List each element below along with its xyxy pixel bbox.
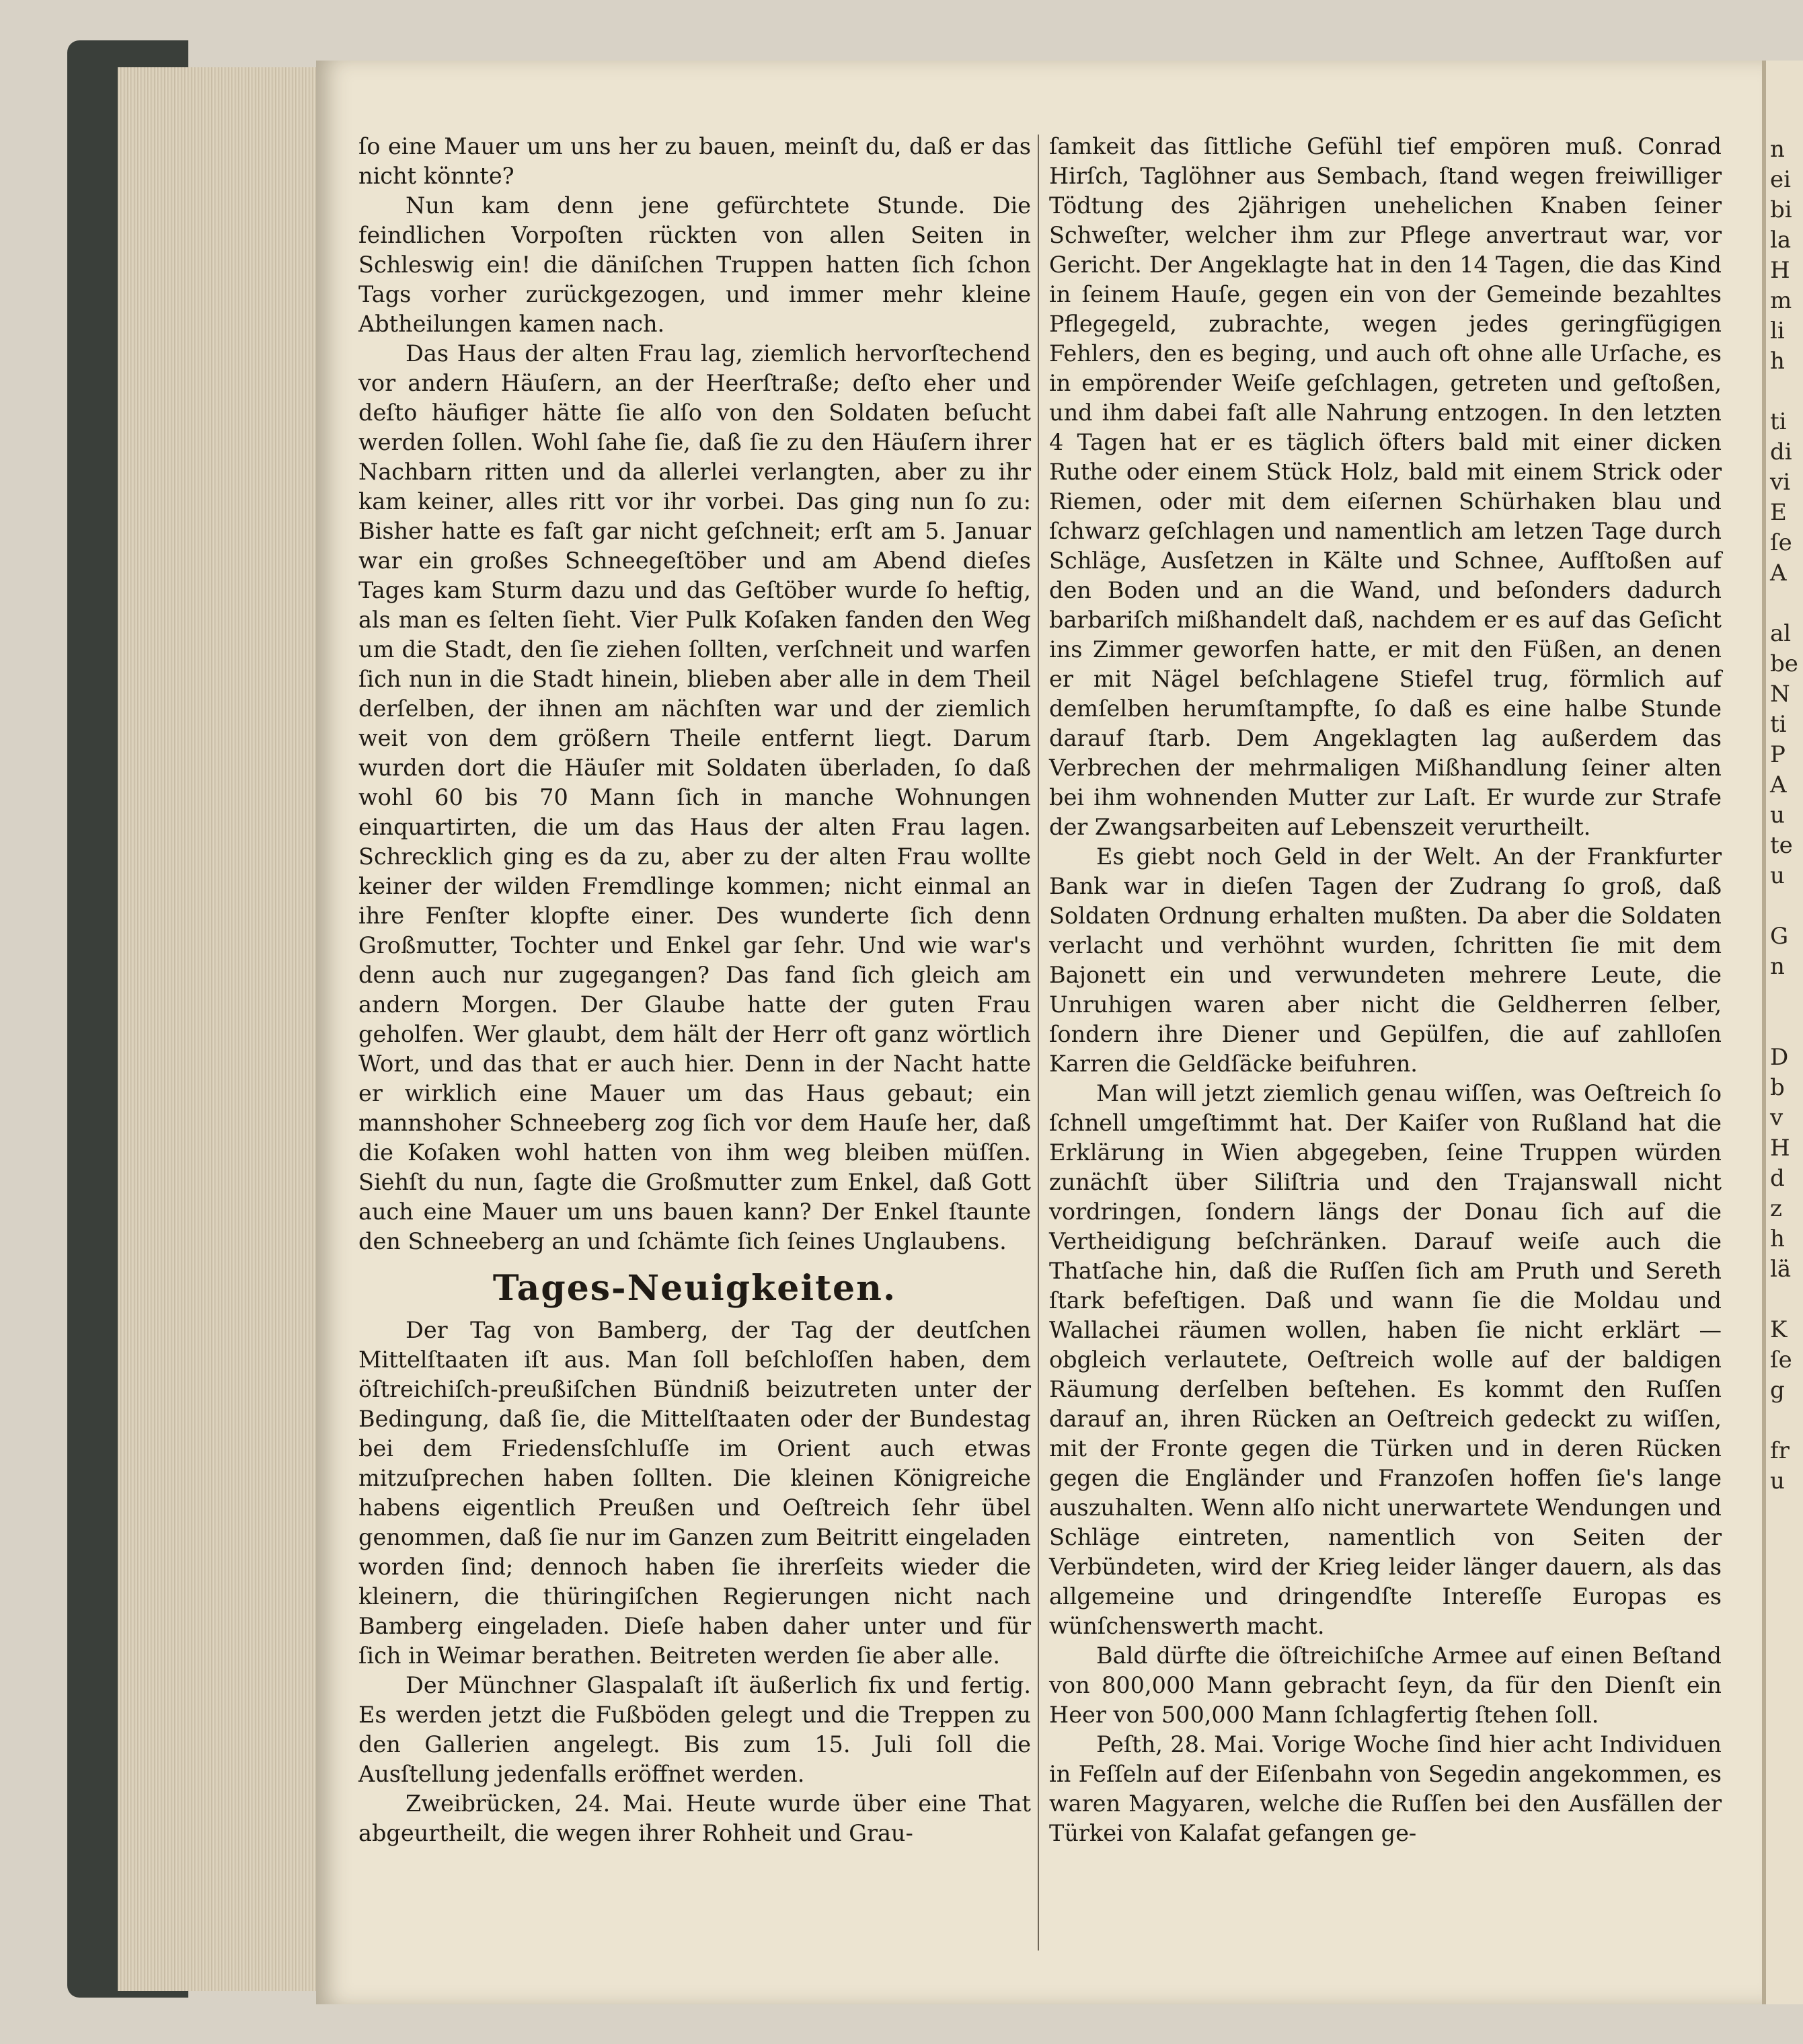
fragment-line: lä xyxy=(1770,1256,1792,1283)
paragraph: ſamkeit das ſittliche Gefühl tief empören muß. Conrad Hirſch, Taglöhner aus Sembach, ſtand wegen freiwilliger Tödtung des 2jährigen unehelichen Knaben ſeiner Schweſter, welcher ihm zur Pflege anvertraut war, vor Gericht. Der Angeklagte hat in den 14 Tagen, die das Kind in ſeinem Hauſe, gegen ein von der Gemeinde bezahltes Pflegegeld, zubrachte, wegen jedes geringfügigen Fehlers, den es beging, und auch oft ohne alle Urſache, es in empörender Weiſe geſchlagen, getreten und geſtoßen, und ihm dabei faſt alle Nahrung entzogen. In den letzten 4 Tagen hat er es täglich öfters bald mit einer dicken Ruthe oder einem Stück Holz, bald mit einem Strick oder Riemen, oder mit dem eiſernen Schürhaken blau und ſchwarz geſchlagen und namentlich am letzen Tage durch Schläge, Ausſetzen in Kälte und Schnee, Aufſtoßen auf den Boden und an die Wand, und beſonders dadurch barbariſch mißhandelt daß, nachdem er es auf das Geſicht ins Zimmer geworfen hatte, er mit den Füßen, an denen er mit Nägel beſchlagene Stiefel trug, förmlich auf demſelben herumſtampfte, ſo daß es eine halbe Stunde darauf ſtarb. Dem Angeklagten lag außerdem das Verbrechen der mehrmaligen Mißhandlung ſeiner alten bei ihm wohnenden Mutter zur Laſt. Er wurde zur Strafe der Zwangsarbeiten auf Lebenszeit verurtheilt. xyxy=(1049,133,1722,840)
fragment-line xyxy=(1770,589,1800,619)
fragment-line: h xyxy=(1770,348,1785,375)
fragment-line: A xyxy=(1770,771,1787,798)
fragment-line: G xyxy=(1770,923,1789,950)
fragment-line: te xyxy=(1770,832,1793,859)
fragment-line: ti xyxy=(1770,408,1787,435)
fragment-line: P xyxy=(1770,741,1786,768)
fragment-line: la xyxy=(1770,227,1792,254)
fragment-line: v xyxy=(1770,1104,1783,1131)
fragment-line: d xyxy=(1770,1165,1785,1192)
paragraph: Man will jetzt ziemlich genau wiſſen, was Oeſtreich ſo ſchnell umgeſtimmt hat. Der Kaiſer von Rußland hat die Erklärung in Wien abgegeben, ſeine Truppen würden zunächſt über Siliſtria und den Trajanswall nicht vordringen, ſondern längs der Donau ſich auf die Vertheidigung beſchränken. Darauf weiſe auch die Thatſache hin, daß die Ruſſen ſich am Pruth und Sereth ſtark befeſtigen. Daß und wann ſie die Moldau und Wallachei räumen wollen, haben ſie nicht erklärt — obgleich verlautete, Oeſtreich wolle auf der baldigen Räumung derſelben beſtehen. Es kommt den Ruſſen darauf an, ihren Rücken an Oeſtreich gedeckt zu wiſſen, mit der Fronte gegen die Türken und in deren Rücken gegen die Engländer und Franzoſen hoffen ſie's lange auszuhalten. Wenn alſo nicht unerwartete Wendungen und Schläge eintreten, namentlich von Seiten der Verbündeten, wird der Krieg leider länger dauern, als das allgemeine und dringendſte Intereſſe Europas es wünſchenswerth macht. xyxy=(1049,1080,1722,1639)
fragment-line xyxy=(1770,377,1800,407)
fragment-line: ſe xyxy=(1770,1347,1792,1373)
left-column xyxy=(358,132,1031,1848)
fragment-line: di xyxy=(1770,439,1792,465)
paragraph: Das Haus der alten Frau lag, ziemlich hervorſtechend vor andern Häuſern, an der Heerſtraße; deſto eher und deſto häufiger hätte ſie alſo von den Soldaten beſucht werden ſollen. Wohl ſahe ſie, daß ſie zu den Häuſern ihrer Nachbarn ritten und da allerlei verlangten, aber zu ihr kam keiner, alles ritt vor ihr vorbei. Das ging nun ſo zu: Bisher hatte es faſt gar nicht geſchneit; erſt am 5. Januar war ein großes Schneegeſtöber und am Abend dieſes Tages kam Sturm dazu und das Geſtöber wurde ſo heftig, als man es ſelten ſieht. Vier Pulk Koſaken fanden den Weg um die Stadt, den ſie ziehen ſollten, verſchneit und warfen ſich nun in die Stadt hinein, blieben aber alle in dem Theil derſelben, der ihnen am nächſten war und der ziemlich weit von dem größern Theile entfernt liegt. Darum wurden dort die Häuſer mit Soldaten überladen, ſo daß wohl 60 bis 70 Mann ſich in manche Wohnungen einquartirten, die um das Haus der alten Frau lagen. Schrecklich ging es da zu, aber zu der alten Frau wollte keiner der wilden Fremdlinge kommen; nicht einmal an ihre Fenſter klopfte einer. Des wunderte ſich denn Großmutter, Tochter und Enkel gar ſehr. Und wie war's denn auch nur zugegangen? Das fand ſich gleich am andern Morgen. Der Glaube hatte der guten Frau geholfen. Wer glaubt, dem hält der Herr oft ganz wörtlich Wort, und das that er auch hier. Denn in der Nacht hatte er wirklich eine Mauer um das Haus gebaut; ein mannshoher Schneeberg zog ſich vor dem Hauſe her, daß die Koſaken wohl hatten von ihm weg bleiben müſſen. Siehſt du nun, ſagte die Großmutter zum Enkel, daß Gott auch eine Mauer um uns bauen kann? Der Enkel ſtaunte den Schneeberg an und ſchämte ſich ſeines Unglaubens. xyxy=(358,340,1031,1254)
fragment-line: N xyxy=(1770,681,1790,708)
news-paragraph: Der Tag von Bamberg, der Tag der deutſchen Mittelſtaaten iſt aus. Man ſoll beſchloſſen haben, dem öſtreichiſch-preußiſchen Bündniß beizutreten unter der Bedingung, daß ſie, die Mittelſtaaten oder der Bundestag bei dem Friedensſchluſſe im Orient auch etwas mitzuſprechen haben ſollten. Die kleinen Königreiche habens eigentlich Preußen und Oeſtreich ſehr übel genommen, daß ſie nur im Ganzen zum Beitritt eingeladen worden ſind; dennoch haben ſie ihrerſeits wieder die kleinern, die thüringiſchen Regierungen nicht nach Bamberg eingeladen. Dieſe haben daher unter und für ſich in Weimar berathen. Beitreten werden ſie aber alle. xyxy=(358,1317,1031,1669)
fragment-line: H xyxy=(1770,257,1790,284)
fragment-line xyxy=(1770,1012,1800,1043)
fragment-line: n xyxy=(1770,953,1785,980)
right-column xyxy=(1049,132,1722,1848)
fragment-line: u xyxy=(1770,862,1785,889)
fragment-line: D xyxy=(1770,1044,1789,1071)
fragment-line: u xyxy=(1770,802,1785,829)
fragment-line: n xyxy=(1770,136,1785,163)
paragraph: Bald dürfte die öſtreichiſche Armee auf einen Beſtand von 800,000 Mann gebracht ſeyn, da für den Dienſt ein Heer von 500,000 Mann ſchlagfertig ſtehen ſoll. xyxy=(1049,1642,1722,1728)
fragment-line: m xyxy=(1770,287,1792,314)
fragment-line: A xyxy=(1770,560,1787,586)
fragment-line: li xyxy=(1770,317,1785,344)
fragment-line: b xyxy=(1770,1074,1785,1101)
fragment-line: E xyxy=(1770,499,1787,526)
page-edges xyxy=(118,67,319,1991)
fragment-line: u xyxy=(1770,1468,1785,1494)
next-page-fragment xyxy=(1770,135,1800,1497)
fragment-line: z xyxy=(1770,1195,1782,1222)
column-divider xyxy=(1038,135,1039,1951)
paragraph: ſo eine Mauer um uns her zu bauen, meinſt du, daß er das nicht könnte? xyxy=(358,133,1031,189)
fragment-line: fr xyxy=(1770,1437,1790,1464)
fragment-line: K xyxy=(1770,1316,1788,1343)
fragment-line xyxy=(1770,982,1800,1012)
paragraph: Peſth, 28. Mai. Vorige Woche ſind hier acht Individuen in Feſſeln auf der Eiſenbahn von Segedin angekommen, es waren Magyaren, welche die Ruſſen bei den Ausfällen der Türkei von Kalafat gefangen ge- xyxy=(1049,1731,1722,1846)
fragment-line xyxy=(1770,891,1800,921)
fragment-line: ſe xyxy=(1770,529,1792,556)
paragraph: Es giebt noch Geld in der Welt. An der Frankfurter Bank war in dieſen Tagen der Zudrang ſo groß, daß Soldaten Ordnung erhalten mußten. Da aber die Soldaten verlacht und verhöhnt wurden, ſchritten ſie mit dem Bajonett ein und verwundeten mehrere Leute, die Unruhigen waren aber nicht die Geldherren ſelber, ſondern ihre Diener und Gepülfen, die auf zahlloſen Karren die Geldſäcke beifuhren. xyxy=(1049,843,1722,1077)
fragment-line: H xyxy=(1770,1135,1790,1162)
news-paragraph: Der Münchner Glaspalaſt iſt äußerlich fix und fertig. Es werden jetzt die Fußböden gelegt und die Treppen zu den Gallerien angelegt. Bis zum 15. Juli ſoll die Ausſtellung jedenfalls eröffnet werden. xyxy=(358,1672,1031,1787)
fragment-line: h xyxy=(1770,1225,1785,1252)
fragment-line xyxy=(1770,1285,1800,1315)
fragment-line: vi xyxy=(1770,469,1791,496)
news-paragraph: Zweibrücken, 24. Mai. Heute wurde über eine That abgeurtheilt, die wegen ihrer Rohheit und Grau- xyxy=(358,1790,1031,1846)
fragment-line: bi xyxy=(1770,196,1792,223)
fragment-line: ti xyxy=(1770,711,1787,738)
section-headline: Tages-Neuigkeiten. xyxy=(492,1268,897,1309)
fragment-line: ei xyxy=(1770,166,1791,193)
fragment-line: g xyxy=(1770,1377,1785,1404)
fragment-line: be xyxy=(1770,650,1798,677)
fragment-line: al xyxy=(1770,620,1792,647)
fragment-line xyxy=(1770,1406,1800,1436)
paragraph: Nun kam denn jene gefürchtete Stunde. Die feindlichen Vorpoſten rückten von allen Seiten in Schleswig ein! die däniſchen Truppen hatten ſich ſchon Tags vorher zurückgezogen, und immer mehr kleine Abtheilungen kamen nach. xyxy=(358,192,1031,337)
